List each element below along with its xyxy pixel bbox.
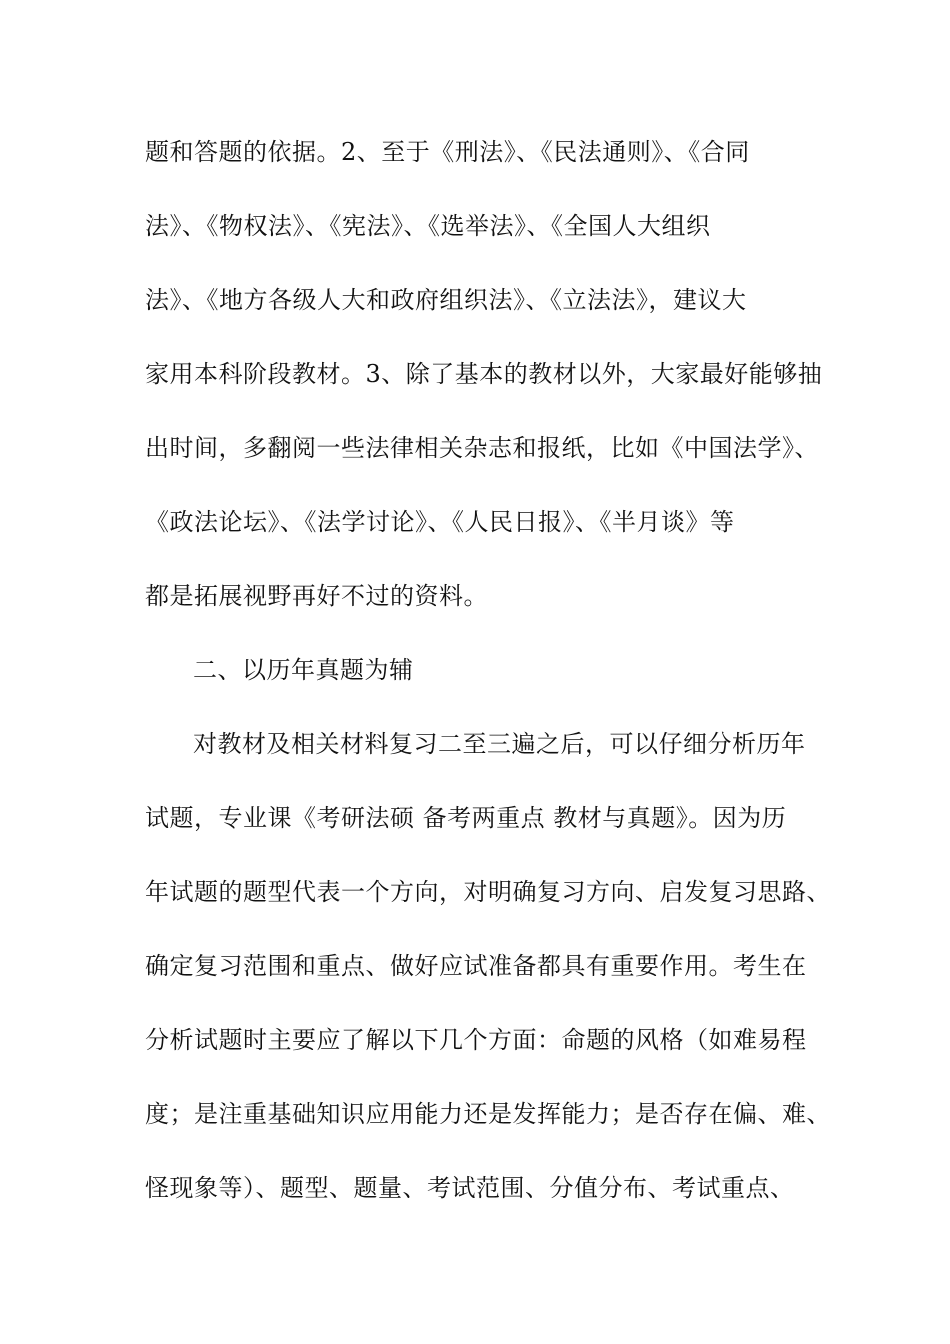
text-line: 怪现象等）、题型、题量、考试范围、分值分布、考试重点、 <box>145 1174 795 1202</box>
body-text <box>145 132 831 1242</box>
text-line: 法》、《物权法》、《宪法》、《选举法》、《全国人大组织 <box>145 212 711 240</box>
text-line: 分析试题时主要应了解以下几个方面：命题的风格（如难易程 <box>145 1026 807 1054</box>
paragraph-start-line: 对教材及相关材料复习二至三遍之后，可以仔细分析历年 <box>193 730 806 758</box>
section-heading: 二、以历年真题为辅 <box>193 656 414 684</box>
text-line: 家用本科阶段教材。3、除了基本的教材以外，大家最好能够抽 <box>145 360 823 388</box>
text-line: 年试题的题型代表一个方向，对明确复习方向、启发复习思路、 <box>145 878 831 906</box>
text-line: 题和答题的依据。2、至于《刑法》、《民法通则》、《合同 <box>145 138 750 166</box>
text-line: 都是拓展视野再好不过的资料。 <box>145 582 488 610</box>
text-line: 《政法论坛》、《法学讨论》、《人民日报》、《半月谈》等 <box>145 508 735 536</box>
text-line: 出时间，多翻阅一些法律相关杂志和报纸，比如《中国法学》、 <box>145 434 819 462</box>
text-line: 试题，专业课《考研法硕 备考两重点 教材与真题》。因为历 <box>145 804 787 832</box>
text-line: 确定复习范围和重点、做好应试准备都具有重要作用。考生在 <box>145 952 807 980</box>
text-line: 法》、《地方各级人大和政府组织法》、《立法法》，建议大 <box>145 286 747 314</box>
text-line: 度；是注重基础知识应用能力还是发挥能力；是否存在偏、难、 <box>145 1100 831 1128</box>
